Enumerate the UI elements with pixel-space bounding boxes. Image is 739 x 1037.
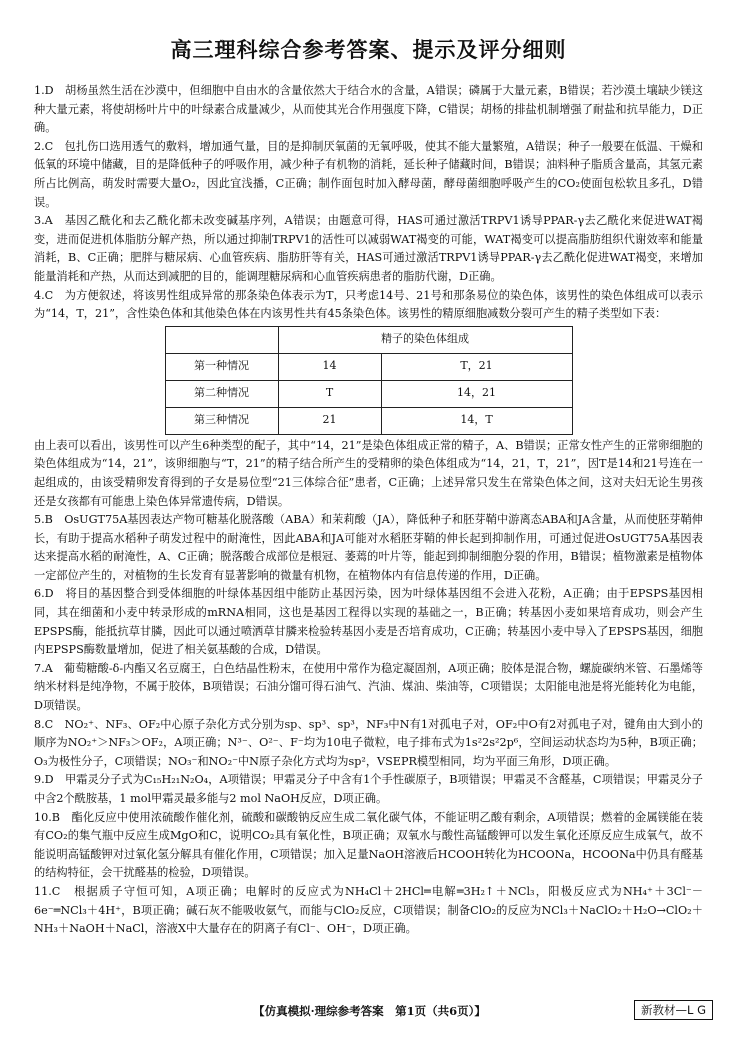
table-cell: T <box>278 380 381 407</box>
table-header-cell: 精子的染色体组成 <box>278 326 572 353</box>
answer-q6: 6.D 将目的基因整合到受体细胞的叶绿体基因组中能防止基因污染，因为叶绿体基因组不会进入花粉，A正确；由于EPSPS基因相同，其在细菌和小麦中转录形成的mRNA相同，这也是基因工程得以实现的基础之一，B正确；转基因小麦如果培育成功，则会产生EPSPS酶，能抵抗草甘膦，因此可以通过喷洒草甘膦来检验转基因小麦是否培育成功，C正确；转基因小麦中导入了EPSPS基因，细胞内EPSPS酶数量增加，促进了相关氨基酸的合成，D错误。 <box>34 587 703 657</box>
edition-badge: 新教材—L G <box>634 1000 713 1020</box>
table-row-label: 第三种情况 <box>165 407 278 434</box>
answer-q3: 3.A 基因乙酰化和去乙酰化都未改变碱基序列，A错误；由题意可得，HAS可通过激活TRPV1诱导PPAR-γ去乙酰化来促进WAT褐变，进而促进机体脂肪分解产热，所以通过抑制TRPV1的活性可以减弱WAT褐变的可能，WAT褐变可以提高脂肪组织代谢效率和能量消耗，B、C正确；肥胖与糖尿病、心血管疾病、脂肪肝等有关，HAS可通过激活TRPV1诱导PPAR-γ去乙酰化促进WAT褐变，来增加能量消耗和产热，从而达到减肥的目的，能调理糖尿病和心血管疾病患者的脂肪代谢，D正确。 <box>34 214 703 283</box>
answer-q7: 7.A 葡萄糖酸-δ-内酯又名豆腐王，白色结晶性粉末，在使用中常作为稳定凝固剂，A项正确；胶体是混合物，螺旋碳纳米管、石墨烯等纳米材料是纯净物，不属于胶体，B项错误；石油分馏可得石油气、汽油、煤油、柴油等，C项错误；太阳能电池是将光能转化为电能，D项错误。 <box>34 661 703 713</box>
table-corner-cell <box>165 326 278 353</box>
answer-q5: 5.B OsUGT75A基因表达产物可糖基化脱落酸（ABA）和茉莉酸（JA），降低种子和胚芽鞘中游离态ABA和JA含量，从而使胚芽鞘伸长，有助于提高水稻种子萌发过程中的耐淹性，因此ABA和JA可能对水稻胚芽鞘的伸长起到抑制作用，可通过促进OsUGT75A基因表达来提高水稻的耐淹性，A、C正确；脱落酸合成部位是根冠、萎蔫的叶片等，能起到抑制细胞分裂的作用，B错误；植物激素是植物体一定部位产生的，对植物的生长发育有显著影响的微量有机物，在植物体内有信息传递的作用，D正确。 <box>34 513 703 582</box>
table-cell: 14，T <box>381 407 572 434</box>
answer-q10: 10.B 酯化反应中使用浓硫酸作催化剂，硫酸和碳酸钠反应生成二氧化碳气体，不能证明乙酸有剩余，A项错误；燃着的金属镁能在装有CO₂的集气瓶中反应生成MgO和C，说明CO₂具有氧化性，B项正确；双氧水与酸性高锰酸钾可以发生氧化还原反应生成氧气，故不能说明高锰酸钾对过氧化氢分解具有催化作用，C项错误；加入足量NaOH溶液后HCOOH转化为HCOONa，HCOONa中仍具有醛基的结构特征，会干扰醛基的检验，D项错误。 <box>34 810 703 880</box>
table-row-label: 第一种情况 <box>165 353 278 380</box>
sperm-type-table <box>165 326 573 435</box>
table-row <box>165 380 572 407</box>
table-cell: 14，21 <box>381 380 572 407</box>
answer-q8: 8.C NO₂⁺、NF₃、OF₂中心原子杂化方式分别为sp、sp³、sp³，NF₃中N有1对孤电子对，OF₂中O有2对孤电子对，键角由大到小的顺序为NO₂⁺＞NF₃＞OF₂，A项正确；N³⁻、O²⁻、F⁻均为10电子微粒，电子排布式为1s²2s²2p⁶，空间运动状态均为5种，B项正确；O₃为极性分子，C项错误；NO₃⁻和NO₂⁻中N原子杂化方式均为sp²，VSEPR模型相同，均为平面三角形，D项正确。 <box>34 717 703 768</box>
answer-q1: 1.D 胡杨虽然生活在沙漠中，但细胞中自由水的含量依然大于结合水的含量，A错误；磷属于大量元素，B错误；若沙漠土壤缺少镁这种大量元素，将使胡杨叶片中的叶绿素合成量减少，从而使其光合作用强度下降，C错误；胡杨的排盐机制增强了耐盐和抗旱能力，D正确。 <box>34 84 703 135</box>
page-footer: 【仿真模拟·理综参考答案 第1页（共6页）】 <box>253 1004 486 1018</box>
answer-q2: 2.C 包扎伤口选用透气的敷料，增加通气量，目的是抑制厌氧菌的无氧呼吸，使其不能大量繁殖，A错误；种子一般要在低温、干燥和低氧的环境中储藏，目的是降低种子的呼吸作用，减少种子有机物的消耗，延长种子储藏时间，B错误；油料种子脂质含量高，其氢元素所占比例高，萌发时需要大量O₂，因此宜浅播，C正确；制作面包时加入酵母菌，酵母菌细胞呼吸产生的CO₂使面包松软且多孔，D错误。 <box>34 139 703 209</box>
table-cell: 21 <box>278 407 381 434</box>
table-cell: 14 <box>278 353 381 380</box>
answer-q9: 9.D 甲霜灵分子式为C₁₅H₂₁N₂O₄，A项错误；甲霜灵分子中含有1个手性碳原子，B项错误；甲霜灵不含醛基，C项错误；甲霜灵分子中含2个酰胺基，1 mol甲霜灵最多能与2 mol NaOH反应，D项正确。 <box>34 773 703 805</box>
page-title: 高三理科综合参考答案、提示及评分细则 <box>170 38 567 62</box>
answer-q4: 4.C 为方便叙述，将该男性组成异常的那条染色体表示为T，只考虑14号、21号和那条易位的染色体，该男性的染色体组成可以表示为“14，T，21”，含性染色体和其他染色体在内该男性共有45条染色体。该男性的精原细胞减数分裂可产生的精子类型如下表： <box>34 288 703 321</box>
answer-q11: 11.C 根据质子守恒可知，A项正确；电解时的反应式为NH₄Cl＋2HCl═电解═3H₂↑＋NCl₃，阳极反应式为NH₄⁺＋3Cl⁻－6e⁻═NCl₃＋4H⁺，B项正确；碱石灰不能吸收氨气，而能与ClO₂反应，C项错误；制备ClO₂的反应为NCl₃＋NaClO₂＋H₂O→ClO₂＋NH₃＋NaOH＋NaCl，溶液X中大量存在的阴离子有Cl⁻、OH⁻，D项正确。 <box>34 884 703 936</box>
answer-q4-explanation: 由上表可以看出，该男性可以产生6种类型的配子，其中“14，21”是染色体组成正常的精子，A、B错误；正常女性产生的正常卵细胞的染色体组成为“14，21”，该卵细胞与“T，21”的精子结合所产生的受精卵的染色体组成为“14，21，T，21”，因T是14和21号连在一起组成的，由该受精卵发育得到的子女是易位型“21三体综合征”患者，C正确；上述异常只发生在常染色体之间，这对夫妇无论生男孩还是女孩都有可能患上染色体异常遗传病，D错误。 <box>34 438 703 508</box>
table-row <box>165 407 572 434</box>
answer-content <box>34 82 703 939</box>
table-header-row <box>165 326 572 353</box>
table-row <box>165 353 572 380</box>
table-row-label: 第二种情况 <box>165 380 278 407</box>
sperm-table-wrapper <box>34 326 703 435</box>
table-cell: T，21 <box>381 353 572 380</box>
